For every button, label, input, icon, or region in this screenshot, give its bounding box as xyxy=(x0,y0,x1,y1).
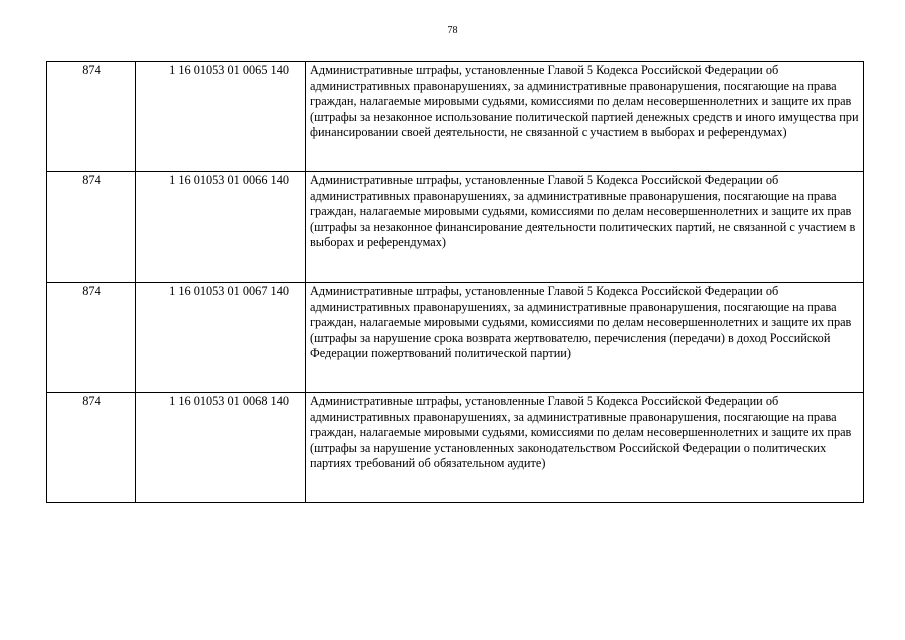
description-cell: Административные штрафы, установленные Главой 5 Кодекса Российской Федерации об административных правонарушениях, за административные правонарушения, посягающие на права граждан, налагаемые мировыми судьями, комиссиями по делам несовершеннолетних и защите их прав (штрафы за незаконное финансирование деятельности политических партий, не связанной с участием в выборах и референдумах) xyxy=(306,172,864,283)
admin-code-cell: 874 xyxy=(47,393,136,503)
kbk-code-cell: 1 16 01053 01 0068 140 xyxy=(136,393,306,503)
budget-classification-table xyxy=(46,61,864,503)
admin-code-cell: 874 xyxy=(47,62,136,172)
description-cell: Административные штрафы, установленные Главой 5 Кодекса Российской Федерации об административных правонарушениях, за административные правонарушения, посягающие на права граждан, налагаемые мировыми судьями, комиссиями по делам несовершеннолетних и защите их прав (штрафы за незаконное использование политической партией денежных средств и иного имущества при финансировании своей деятельности, не связанной с участием в выборах и референдумах) xyxy=(306,62,864,172)
page-number: 78 xyxy=(447,25,458,36)
table-row xyxy=(47,393,864,503)
kbk-code-cell: 1 16 01053 01 0066 140 xyxy=(136,172,306,283)
description-cell: Административные штрафы, установленные Главой 5 Кодекса Российской Федерации об административных правонарушениях, за административные правонарушения, посягающие на права граждан, налагаемые мировыми судьями, комиссиями по делам несовершеннолетних и защите их прав (штрафы за нарушение срока возврата жертвователю, перечисления (передачи) в доход Российской Федерации пожертвований политической партии) xyxy=(306,283,864,393)
table-row xyxy=(47,283,864,393)
kbk-code-cell: 1 16 01053 01 0065 140 xyxy=(136,62,306,172)
kbk-code-cell: 1 16 01053 01 0067 140 xyxy=(136,283,306,393)
table-row xyxy=(47,62,864,172)
admin-code-cell: 874 xyxy=(47,172,136,283)
admin-code-cell: 874 xyxy=(47,283,136,393)
table-row xyxy=(47,172,864,283)
description-cell: Административные штрафы, установленные Главой 5 Кодекса Российской Федерации об административных правонарушениях, за административные правонарушения, посягающие на права граждан, налагаемые мировыми судьями, комиссиями по делам несовершеннолетних и защите их прав (штрафы за нарушение установленных законодательством Российской Федерации о политических партиях требований об обязательном аудите) xyxy=(306,393,864,503)
